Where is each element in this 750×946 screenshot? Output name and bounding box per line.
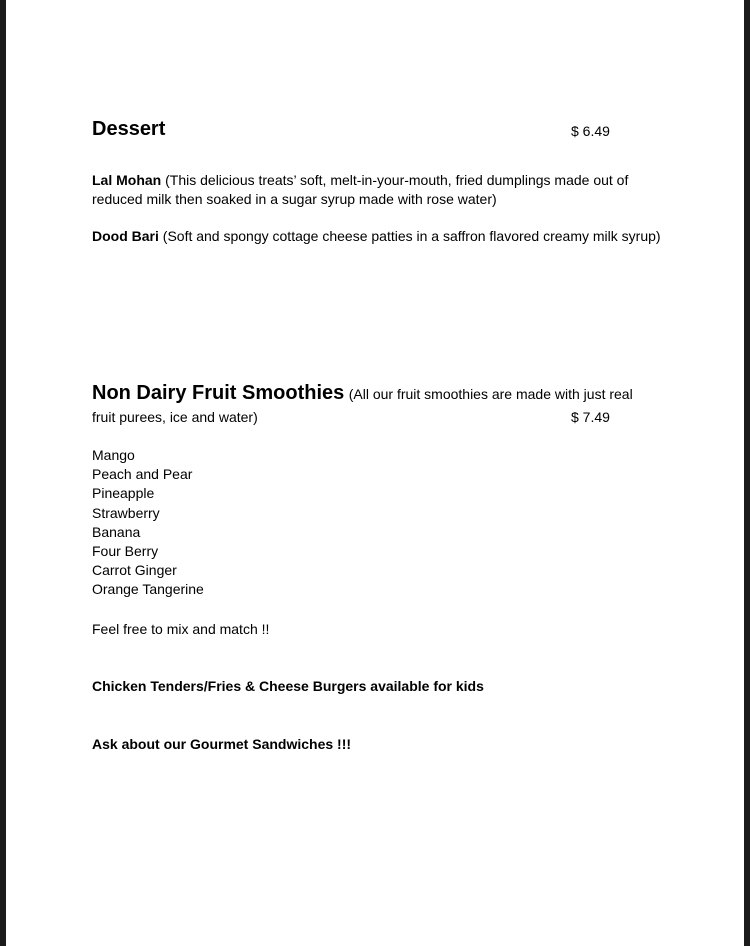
dessert-title: Dessert [92,118,166,140]
smoothies-title: Non Dairy Fruit Smoothies [92,382,345,404]
dessert-item-dood-bari [92,227,662,246]
flavor-item: Peach and Pear [92,466,193,483]
dessert-item-name: Lal Mohan [92,172,162,188]
smoothies-note-line1: (All our fruit smoothies are made with just real [348,386,633,402]
gourmet-sandwiches-note: Ask about our Gourmet Sandwiches !!! [92,736,352,752]
dessert-item-name: Dood Bari [92,228,159,244]
smoothies-price: $ 7.49 [571,409,610,425]
kids-menu-note: Chicken Tenders/Fries & Cheese Burgers available for kids [92,678,484,694]
flavor-item: Carrot Ginger [92,562,177,579]
dessert-item-description: (Soft and spongy cottage cheese patties in a saffron flavored creamy milk syrup) [162,228,661,244]
right-edge-bar [744,0,750,946]
flavor-item: Orange Tangerine [92,581,204,598]
smoothies-note-line2: fruit purees, ice and water) [92,409,258,425]
flavor-item: Mango [92,447,135,463]
smoothies-header [92,382,662,406]
flavor-item: Strawberry [92,504,160,521]
dessert-item-lal-mohan [92,171,662,209]
dessert-price: $ 6.49 [571,123,610,139]
flavor-item: Pineapple [92,485,155,502]
flavor-item: Banana [92,523,141,540]
dessert-item-description: (This delicious treats’ soft, melt-in-your-mouth, fried dumplings made out of reduced milk then soaked in a sugar syrup made with rose water) [92,172,629,207]
menu-page [6,0,744,946]
smoothie-flavor-list [92,446,204,600]
flavor-item: Four Berry [92,543,159,560]
mix-and-match-note: Feel free to mix and match !! [92,621,270,637]
